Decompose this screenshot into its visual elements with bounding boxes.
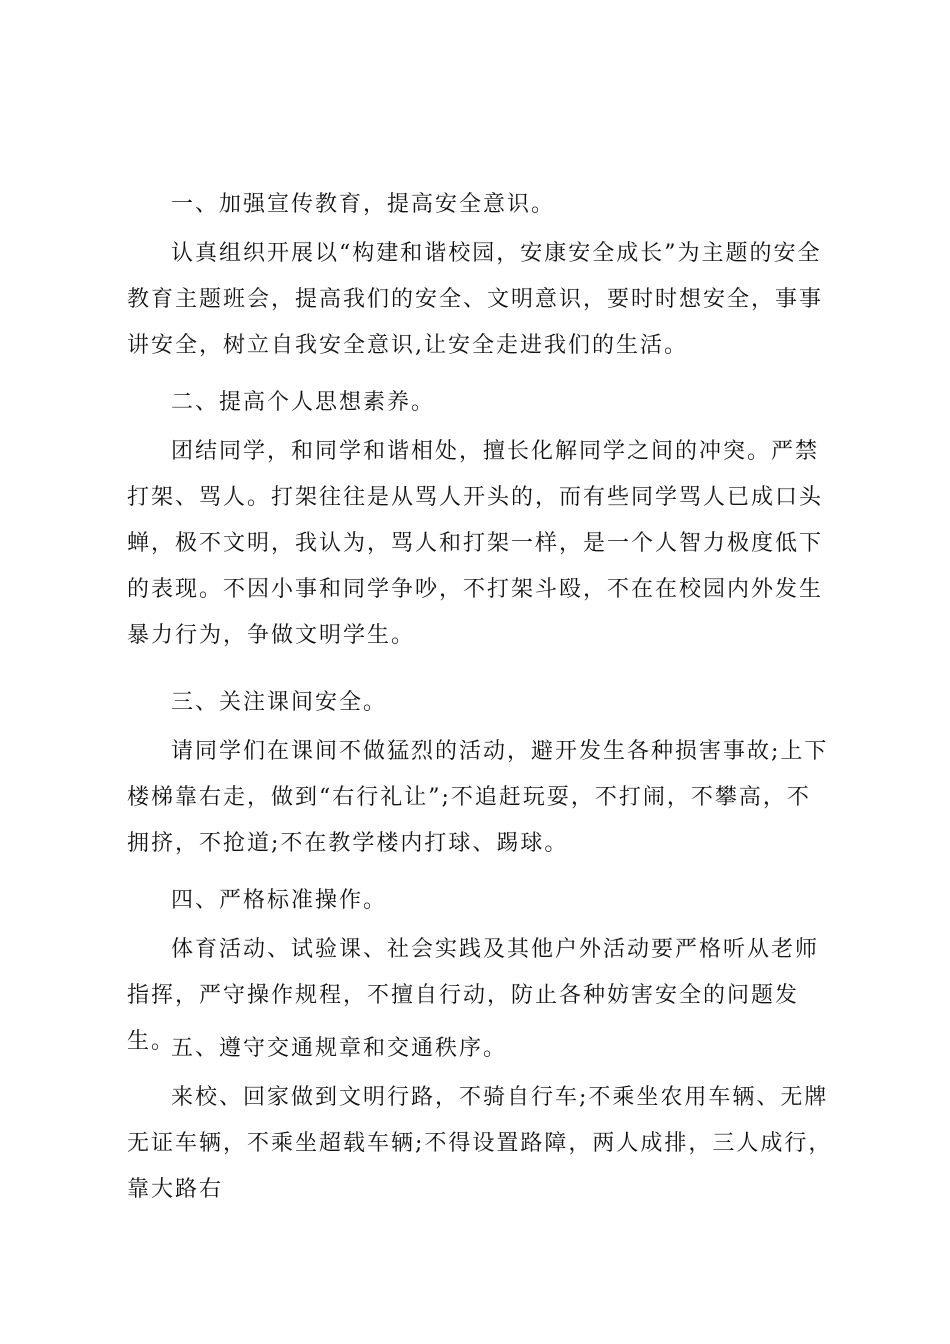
section-body-5: 来校、回家做到文明行路，不骑自行车;不乘坐农用车辆、无牌无证车辆，不乘坐超载车辆;不得设置路障，两人成排，三人成行，靠大路右 bbox=[127, 1085, 833, 1202]
section-body-2: 团结同学，和同学和谐相处，擅长化解同学之间的冲突。严禁打架、骂人。打架往往是从骂人开头的，而有些同学骂人已成口头蝉，极不文明，我认为，骂人和打架一样，是一个人智力极度低下的表现。不因小事和同学争吵，不打架斗殴，不在在校园内外发生暴力行为，争做文明学生。 bbox=[127, 439, 824, 648]
section-body-1: 认真组织开展以“构建和谐校园，安康安全成长”为主题的安全教育主题班会，提高我们的安全、文明意识，要时时想安全，事事讲安全，树立自我安全意识,让安全走进我们的生活。 bbox=[127, 241, 824, 358]
section-heading-1: 一、加强宣传教育，提高安全意识。 bbox=[171, 192, 556, 217]
section-body-3: 请同学们在课间不做猛烈的活动，避开发生各种损害事故;上下楼梯靠右走，做到“右行礼让”;不追赶玩耍，不打闹，不攀高，不拥挤，不抢道;不在教学楼内打球、踢球。 bbox=[127, 739, 829, 856]
section-heading-2: 二、提高个人思想素养。 bbox=[171, 390, 436, 415]
section-heading-3: 三、关注课间安全。 bbox=[171, 690, 388, 715]
section-body-4: 体育活动、试验课、社会实践及其他户外活动要严格听从老师指挥，严守操作规程，不擅自行动，防止各种妨害安全的问题发生。 bbox=[127, 937, 820, 1054]
section-heading-5: 五、遵守交通规章和交通秩序。 bbox=[171, 1036, 508, 1061]
section-heading-4: 四、严格标准操作。 bbox=[171, 888, 388, 913]
